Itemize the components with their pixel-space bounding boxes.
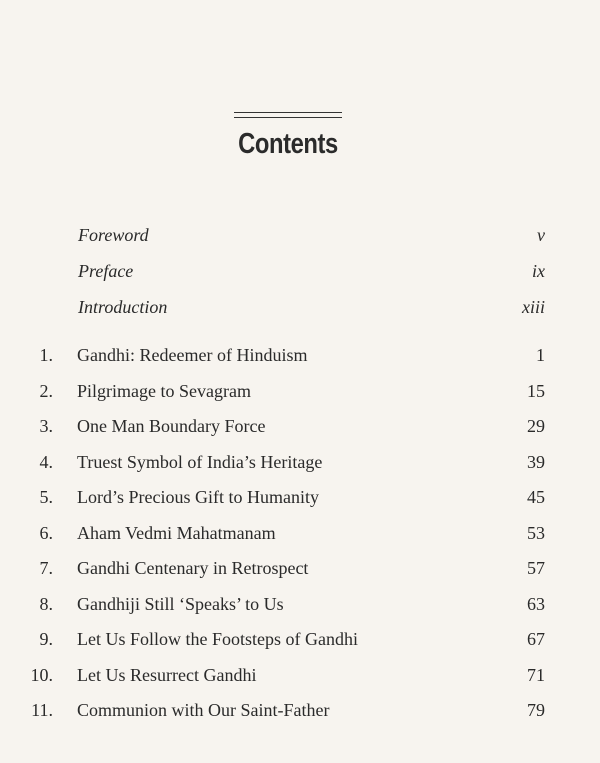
chapter-page: 45 <box>527 487 545 507</box>
chapter-title: Gandhiji Still ‘Speaks’ to Us <box>77 593 284 614</box>
toc-chapter-entry <box>0 520 600 546</box>
chapter-number: 8. <box>39 593 53 614</box>
chapter-title: Lord’s Precious Gift to Humanity <box>77 487 319 507</box>
chapter-page: 1 <box>536 345 545 365</box>
entry-page: ix <box>532 261 545 281</box>
chapter-title: Communion with Our Saint-Father <box>77 700 330 720</box>
chapter-number: 7. <box>39 558 53 578</box>
chapter-number: 1. <box>39 345 53 365</box>
entry-title: Foreword <box>78 225 149 245</box>
chapter-page: 67 <box>527 629 545 649</box>
chapter-page: 53 <box>527 522 545 543</box>
toc-chapter-entry <box>0 626 600 652</box>
double-rule-bottom <box>234 117 342 118</box>
chapter-number: 11. <box>31 700 53 720</box>
chapter-page: 71 <box>527 664 545 685</box>
chapter-page: 57 <box>527 558 545 578</box>
chapter-title: Aham Vedmi Mahatmanam <box>77 522 276 543</box>
chapter-title: Gandhi: Redeemer of Hinduism <box>77 345 308 365</box>
toc-chapter-entry <box>0 413 600 439</box>
chapter-page: 79 <box>527 700 545 720</box>
chapter-title: Let Us Follow the Footsteps of Gandhi <box>77 629 358 649</box>
chapter-page: 15 <box>527 380 545 401</box>
entry-page: xiii <box>522 297 545 317</box>
toc-front-matter-entry <box>0 294 600 320</box>
chapter-number: 5. <box>39 487 53 507</box>
toc-chapter-entry <box>0 342 600 368</box>
chapter-number: 6. <box>39 522 53 543</box>
chapter-page: 63 <box>527 593 545 614</box>
double-rule-top <box>234 112 342 113</box>
toc-chapter-entry <box>0 591 600 617</box>
entry-page: v <box>537 225 545 245</box>
toc-chapter-entry <box>0 449 600 475</box>
chapter-number: 4. <box>39 451 53 472</box>
chapter-title: Let Us Resurrect Gandhi <box>77 664 257 685</box>
chapter-page: 29 <box>527 416 545 436</box>
toc-chapter-entry <box>0 484 600 510</box>
chapter-number: 2. <box>39 380 53 401</box>
toc-chapter-entry <box>0 662 600 688</box>
chapter-title: One Man Boundary Force <box>77 416 266 436</box>
chapter-title: Truest Symbol of India’s Heritage <box>77 451 323 472</box>
entry-title: Preface <box>78 261 134 281</box>
entry-title: Introduction <box>78 297 168 317</box>
chapter-title: Gandhi Centenary in Retrospect <box>77 558 309 578</box>
toc-chapter-entry <box>0 555 600 581</box>
page-title: Contents <box>238 128 338 160</box>
chapter-number: 9. <box>39 629 53 649</box>
toc-front-matter-entry <box>0 258 600 284</box>
chapter-page: 39 <box>527 451 545 472</box>
toc-front-matter-entry <box>0 222 600 248</box>
chapter-number: 3. <box>39 416 53 436</box>
toc-chapter-entry <box>0 378 600 404</box>
chapter-number: 10. <box>30 664 53 685</box>
chapter-title: Pilgrimage to Sevagram <box>77 380 251 401</box>
toc-chapter-entry <box>0 697 600 723</box>
